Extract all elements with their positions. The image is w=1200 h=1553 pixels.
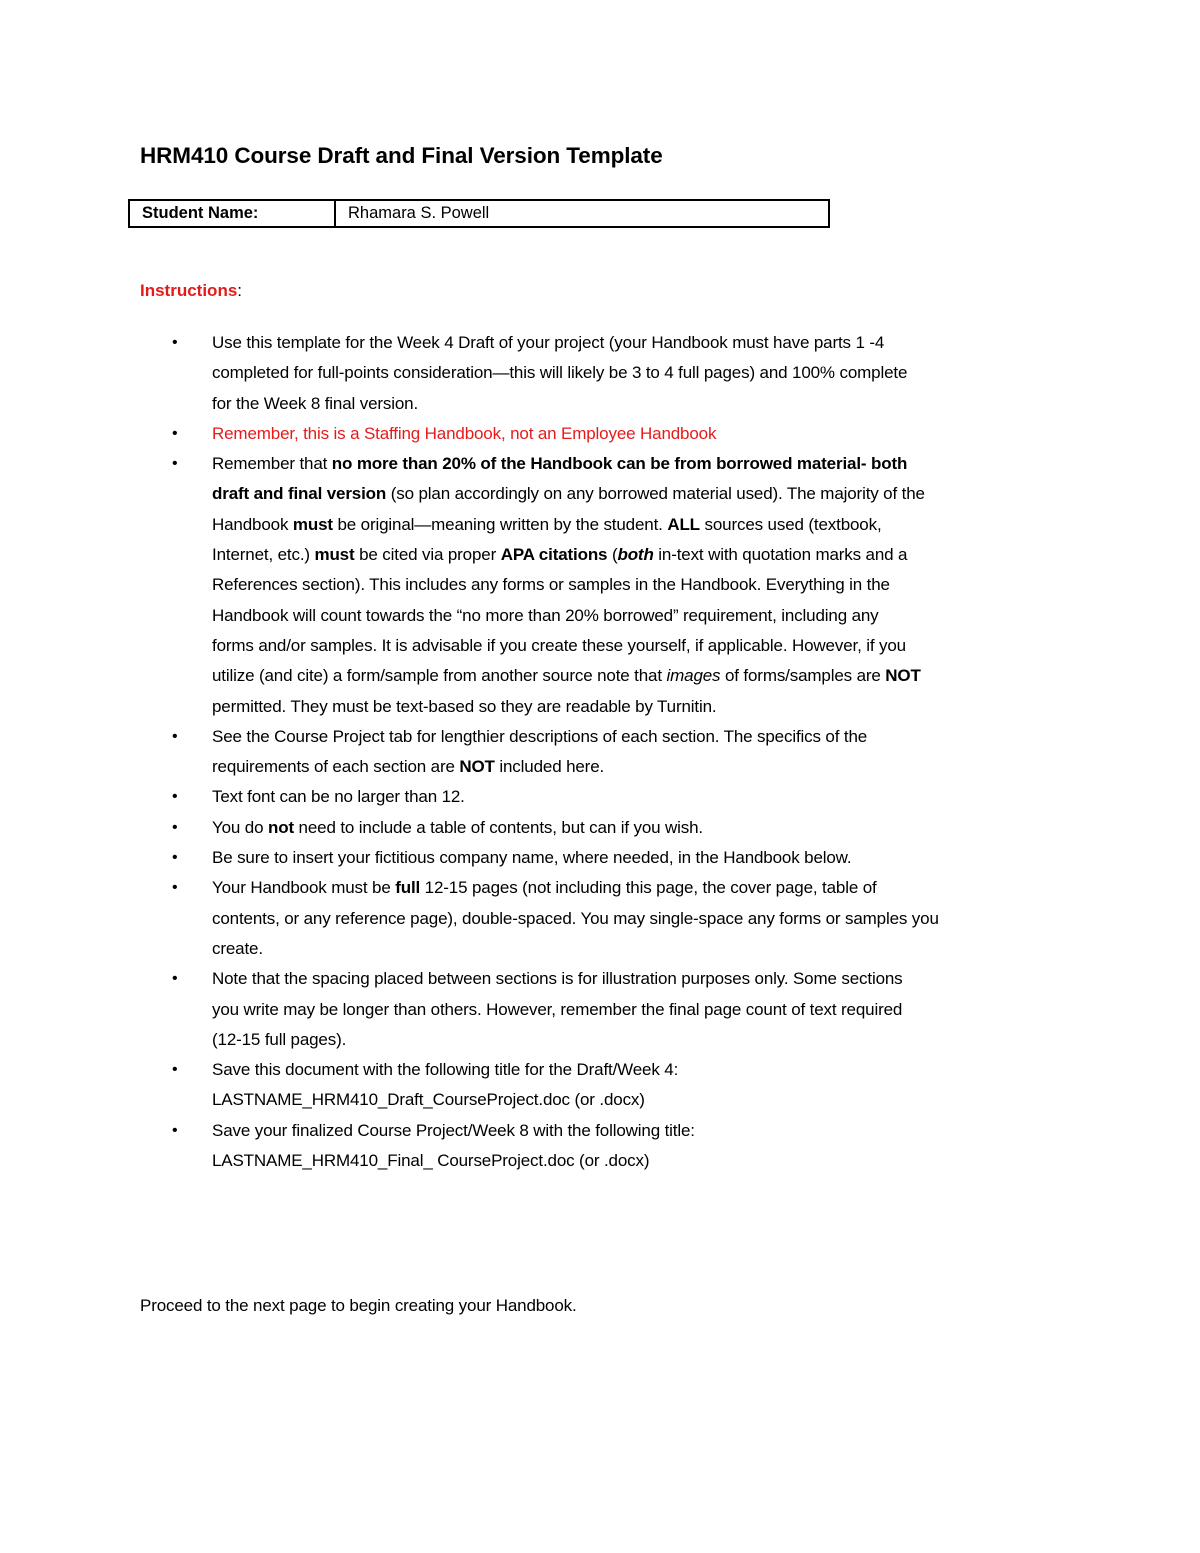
list-item-text: LASTNAME_HRM410_Draft_CourseProject.doc (or .docx) xyxy=(212,1090,645,1110)
student-name-label: Student Name: xyxy=(129,200,335,227)
list-item xyxy=(172,843,1072,873)
list-item-text: requirements of each section are xyxy=(212,757,460,777)
list-item-text: must xyxy=(292,514,333,534)
instructions-list xyxy=(172,328,1072,1176)
list-item xyxy=(172,419,1072,449)
list-item-text: Remember, this is a Staffing Handbook, not an Employee Handbook xyxy=(212,423,717,443)
list-item-text: Internet, etc.) xyxy=(212,545,315,565)
list-item-text: must xyxy=(314,545,355,565)
list-item-text: See the Course Project tab for lengthier descriptions of each section. The specifics of the xyxy=(212,726,868,746)
list-item-text: Handbook xyxy=(212,514,293,534)
list-item-text: no more than 20% of the Handbook can be from borrowed material- both xyxy=(331,454,908,474)
bullet-marker: • xyxy=(172,1121,178,1139)
list-item-text: in-text with quotation marks and a xyxy=(653,545,908,565)
closing-note: Proceed to the next page to begin creating your Handbook. xyxy=(140,1296,577,1315)
list-item-text: Handbook will count towards the “no more than 20% borrowed” requirement, including any xyxy=(212,605,879,625)
list-item-text: References section). This includes any forms or samples in the Handbook. Everything in the xyxy=(212,575,890,595)
list-item-text: forms and/or samples. It is advisable if you create these yourself, if applicable. However, if you xyxy=(212,635,906,655)
student-name-table xyxy=(128,199,830,228)
list-item-text: not xyxy=(268,817,294,837)
list-item-text: permitted. They must be text-based so they are readable by Turnitin. xyxy=(212,696,717,716)
list-item-text: NOT xyxy=(885,666,921,686)
list-item-text: included here. xyxy=(494,757,605,777)
bullet-marker: • xyxy=(172,1061,178,1079)
instructions-label: Instructions xyxy=(140,281,238,300)
list-item-text: Your Handbook must be xyxy=(212,878,396,898)
list-item-text: ( xyxy=(607,545,618,565)
list-item-text: NOT xyxy=(459,757,495,777)
list-item xyxy=(172,1116,1072,1177)
list-item xyxy=(172,722,1072,783)
list-item xyxy=(172,964,1072,1055)
student-name-row xyxy=(129,200,829,227)
list-item-text: completed for full-points consideration—this will likely be 3 to 4 full pages) and 100% complete xyxy=(212,363,908,383)
bullet-marker: • xyxy=(172,334,178,351)
bullet-marker: • xyxy=(172,788,178,806)
bullet-marker: • xyxy=(172,455,178,473)
list-item-text: contents, or any reference page), double-spaced. You may single-space any forms or samples you xyxy=(212,908,939,928)
list-item xyxy=(172,782,1072,812)
list-item-text: draft and final version xyxy=(212,484,387,504)
student-name-value: Rhamara S. Powell xyxy=(335,200,829,227)
page-title: HRM410 Course Draft and Final Version Template xyxy=(140,143,663,168)
list-item-text: both xyxy=(617,545,654,565)
list-item-text: full xyxy=(395,878,421,898)
list-item xyxy=(172,813,1072,843)
list-item-text: be original—meaning written by the student. xyxy=(332,514,668,534)
list-item-text: Note that the spacing placed between sections is for illustration purposes only. Some sections xyxy=(212,969,903,989)
list-item-text: ALL xyxy=(667,514,700,534)
list-item-text: need to include a table of contents, but can if you wish. xyxy=(293,817,703,837)
list-item-text: images xyxy=(666,666,721,686)
bullet-marker: • xyxy=(172,970,178,988)
list-item-text: of forms/samples are xyxy=(720,666,886,686)
bullet-marker: • xyxy=(172,879,178,897)
list-item-text: You do xyxy=(212,817,268,837)
list-item-text: Use this template for the Week 4 Draft of your project (your Handbook must have parts 1 -4 xyxy=(212,333,885,352)
instructions-colon: : xyxy=(237,281,243,300)
list-item-text: Remember that xyxy=(212,454,332,474)
list-item xyxy=(172,873,1072,964)
list-item xyxy=(172,328,1072,419)
list-item-text: Save this document with the following title for the Draft/Week 4: xyxy=(212,1060,679,1080)
list-item-text: (12-15 full pages). xyxy=(212,1029,347,1049)
list-item xyxy=(172,449,1072,722)
list-item-text: 12-15 pages (not including this page, the cover page, table of xyxy=(420,878,877,898)
list-item-text: LASTNAME_HRM410_Final_ CourseProject.doc (or .docx) xyxy=(212,1151,650,1171)
list-item-text: sources used (textbook, xyxy=(699,514,882,534)
list-item xyxy=(172,1055,1072,1116)
bullet-marker: • xyxy=(172,818,178,836)
bullet-marker: • xyxy=(172,727,178,745)
bullet-marker: • xyxy=(172,424,178,442)
list-item-text: Save your finalized Course Project/Week 8 with the following title: xyxy=(212,1120,695,1140)
bullet-marker: • xyxy=(172,849,178,867)
list-item-text: Be sure to insert your fictitious company name, where needed, in the Handbook below. xyxy=(212,848,852,868)
list-item-text: create. xyxy=(212,938,263,958)
list-item-text: be cited via proper xyxy=(354,545,501,565)
instructions-heading xyxy=(140,281,242,301)
list-item-text: Text font can be no larger than 12. xyxy=(212,787,465,807)
list-item-text: for the Week 8 final version. xyxy=(212,393,419,413)
list-item-text: you write may be longer than others. However, remember the final page count of text required xyxy=(212,999,903,1019)
list-item-text: (so plan accordingly on any borrowed material used). The majority of the xyxy=(386,484,925,504)
list-item-text: utilize (and cite) a form/sample from another source note that xyxy=(212,666,667,686)
list-item-text: APA citations xyxy=(500,545,608,565)
